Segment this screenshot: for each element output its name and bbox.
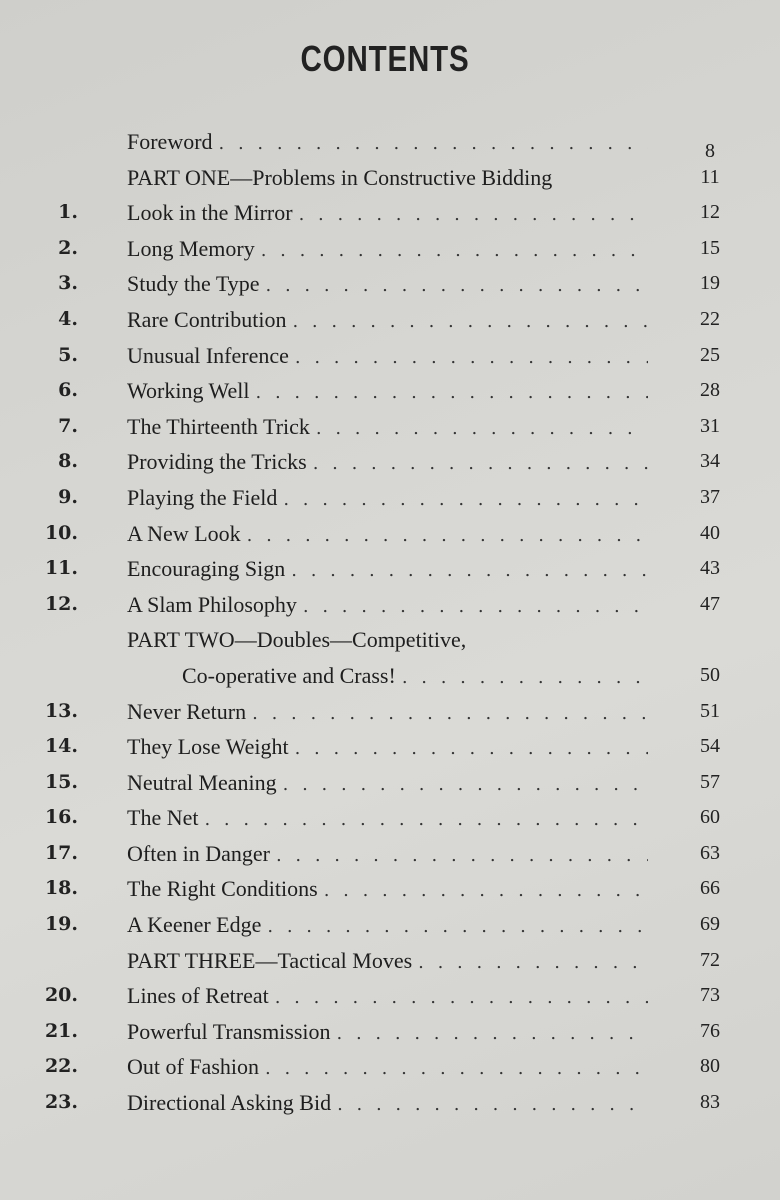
chapter-number: 13. bbox=[44, 699, 78, 722]
entry-title-line bbox=[127, 231, 648, 269]
dot-leader bbox=[276, 838, 648, 874]
chapter-title: Unusual Inference bbox=[127, 342, 289, 368]
page-number: 8 bbox=[705, 140, 715, 162]
chapter-title: Never Return bbox=[127, 698, 247, 724]
entry-title-line bbox=[127, 694, 648, 732]
chapter-title: The Right Conditions bbox=[127, 876, 318, 902]
chapter-title: PART TWO—Doubles—Competitive, bbox=[127, 627, 467, 653]
page-number: 12 bbox=[700, 201, 720, 224]
toc-entry bbox=[0, 1085, 780, 1121]
chapter-title: Neutral Meaning bbox=[127, 769, 277, 795]
entry-title-line bbox=[127, 373, 648, 411]
page-number: 40 bbox=[700, 521, 720, 544]
dot-leader bbox=[266, 268, 649, 304]
page-number: 57 bbox=[700, 770, 720, 793]
entry-title-line bbox=[127, 907, 648, 945]
dot-leader bbox=[265, 1051, 648, 1087]
chapter-number: 6. bbox=[58, 379, 78, 402]
entry-title-line bbox=[127, 729, 648, 767]
toc-entry bbox=[0, 836, 780, 872]
toc-entry bbox=[0, 231, 780, 267]
chapter-number: 23. bbox=[44, 1091, 78, 1114]
toc-entry bbox=[0, 551, 780, 587]
chapter-title: Directional Asking Bid bbox=[127, 1090, 332, 1116]
chapter-title: Long Memory bbox=[127, 235, 255, 261]
chapter-number: 21. bbox=[44, 1019, 78, 1042]
chapter-title: Working Well bbox=[127, 378, 250, 404]
chapter-number: 4. bbox=[58, 307, 78, 330]
page-number: 73 bbox=[700, 984, 720, 1007]
page-number: 72 bbox=[700, 948, 720, 971]
chapter-title: Powerful Transmission bbox=[127, 1018, 331, 1044]
page-title: CONTENTS bbox=[300, 38, 470, 79]
page-number: 22 bbox=[700, 307, 720, 330]
entry-title-line bbox=[127, 765, 648, 803]
chapter-title: Out of Fashion bbox=[127, 1054, 259, 1080]
toc-entry bbox=[0, 480, 780, 516]
dot-leader bbox=[299, 197, 648, 233]
toc-entry bbox=[0, 729, 780, 765]
page-number: 15 bbox=[700, 236, 720, 259]
chapter-number: 19. bbox=[44, 913, 78, 936]
dot-leader bbox=[337, 1087, 648, 1123]
dot-leader bbox=[295, 731, 648, 767]
toc-entry bbox=[0, 800, 780, 836]
dot-leader bbox=[402, 660, 648, 696]
dot-leader bbox=[247, 518, 648, 554]
toc-entry bbox=[0, 943, 780, 979]
entry-title-line bbox=[127, 587, 648, 625]
page-number: 54 bbox=[700, 735, 720, 758]
chapter-number: 8. bbox=[58, 450, 78, 473]
toc-entry bbox=[0, 338, 780, 374]
chapter-title: A New Look bbox=[127, 520, 241, 546]
dot-leader bbox=[283, 482, 648, 518]
entry-title-line bbox=[127, 160, 648, 196]
dot-leader bbox=[337, 1016, 648, 1052]
toc-entry bbox=[0, 587, 780, 623]
chapter-title: A Keener Edge bbox=[127, 912, 262, 938]
entry-title-line bbox=[127, 266, 648, 304]
entry-title-line bbox=[127, 1085, 648, 1123]
chapter-number: 17. bbox=[44, 841, 78, 864]
chapter-number: 18. bbox=[44, 877, 78, 900]
dot-leader bbox=[204, 802, 648, 838]
chapter-title: Look in the Mirror bbox=[127, 200, 293, 226]
page-number: 76 bbox=[700, 1019, 720, 1042]
chapter-title: Foreword bbox=[127, 129, 213, 154]
chapter-number: 15. bbox=[44, 770, 78, 793]
chapter-title: Playing the Field bbox=[127, 484, 278, 510]
toc-entry bbox=[0, 978, 780, 1014]
page-number: 11 bbox=[700, 165, 720, 188]
page-number: 31 bbox=[700, 414, 720, 437]
toc-entry bbox=[0, 409, 780, 445]
entry-title-line bbox=[127, 480, 648, 518]
entry-title-line bbox=[127, 943, 648, 981]
entry-title-line bbox=[127, 622, 648, 658]
entry-title-line bbox=[127, 124, 648, 162]
page-number: 83 bbox=[700, 1091, 720, 1114]
toc-entry bbox=[0, 1014, 780, 1050]
table-of-contents bbox=[0, 124, 780, 1121]
chapter-number: 9. bbox=[58, 485, 78, 508]
chapter-number: 20. bbox=[44, 984, 78, 1007]
entry-title-line bbox=[127, 800, 648, 838]
toc-entry bbox=[0, 694, 780, 730]
page-number: 60 bbox=[700, 806, 720, 829]
page-number: 37 bbox=[700, 485, 720, 508]
chapter-title: Providing the Tricks bbox=[127, 449, 307, 475]
toc-entry bbox=[0, 1049, 780, 1085]
chapter-title: Co-operative and Crass! bbox=[182, 662, 396, 688]
chapter-number: 3. bbox=[58, 272, 78, 295]
chapter-number: 22. bbox=[44, 1055, 78, 1078]
dot-leader bbox=[256, 375, 648, 411]
dot-leader bbox=[313, 446, 648, 482]
dot-leader bbox=[267, 909, 648, 945]
toc-entry bbox=[0, 765, 780, 801]
page-number: 66 bbox=[700, 877, 720, 900]
dot-leader bbox=[292, 304, 648, 340]
dot-leader bbox=[418, 945, 648, 981]
dot-leader bbox=[219, 126, 648, 162]
page-number: 43 bbox=[700, 557, 720, 580]
dot-leader bbox=[283, 767, 648, 803]
chapter-number: 1. bbox=[58, 201, 78, 224]
toc-entry bbox=[0, 658, 780, 694]
entry-title-line bbox=[127, 195, 648, 233]
chapter-number: 14. bbox=[44, 735, 78, 758]
chapter-title: Study the Type bbox=[127, 271, 260, 297]
toc-entry bbox=[0, 444, 780, 480]
chapter-number: 10. bbox=[44, 521, 78, 544]
entry-title-line bbox=[182, 658, 648, 696]
page-number: 50 bbox=[700, 663, 720, 686]
chapter-title: PART ONE—Problems in Constructive Bidding bbox=[127, 164, 553, 190]
entry-title-line bbox=[127, 302, 648, 340]
chapter-title: Often in Danger bbox=[127, 840, 270, 866]
entry-title-line bbox=[127, 516, 648, 554]
toc-entry bbox=[0, 516, 780, 552]
chapter-title: Lines of Retreat bbox=[127, 983, 269, 1009]
page-number: 25 bbox=[700, 343, 720, 366]
toc-entry bbox=[0, 302, 780, 338]
chapter-title: Rare Contribution bbox=[127, 306, 287, 332]
chapter-title: They Lose Weight bbox=[127, 734, 289, 760]
page-number: 47 bbox=[700, 592, 720, 615]
toc-entry bbox=[0, 622, 780, 658]
entry-title-line bbox=[127, 409, 648, 447]
chapter-number: 12. bbox=[44, 592, 78, 615]
toc-entry bbox=[0, 907, 780, 943]
page-number: 28 bbox=[700, 379, 720, 402]
chapter-number: 11. bbox=[44, 557, 78, 580]
entry-title-line bbox=[127, 1049, 648, 1087]
dot-leader bbox=[261, 233, 648, 269]
toc-entry bbox=[0, 373, 780, 409]
chapter-number: 16. bbox=[44, 806, 78, 829]
chapter-number: 5. bbox=[58, 343, 78, 366]
chapter-title: The Thirteenth Trick bbox=[127, 413, 310, 439]
dot-leader bbox=[275, 980, 648, 1016]
entry-title-line bbox=[127, 338, 648, 376]
dot-leader bbox=[291, 553, 648, 589]
dot-leader bbox=[295, 340, 648, 376]
toc-entry bbox=[0, 195, 780, 231]
page-number: 63 bbox=[700, 841, 720, 864]
entry-title-line bbox=[127, 836, 648, 874]
entry-title-line bbox=[127, 551, 648, 589]
page-number: 34 bbox=[700, 450, 720, 473]
page-number: 51 bbox=[700, 699, 720, 722]
entry-title-line bbox=[127, 444, 648, 482]
toc-entry bbox=[0, 124, 780, 160]
page-number: 19 bbox=[700, 272, 720, 295]
toc-entry bbox=[0, 871, 780, 907]
dot-leader bbox=[324, 873, 648, 909]
dot-leader bbox=[316, 411, 648, 447]
toc-entry bbox=[0, 266, 780, 302]
chapter-title: Encouraging Sign bbox=[127, 556, 286, 582]
entry-title-line bbox=[127, 1014, 648, 1052]
entry-title-line bbox=[127, 978, 648, 1016]
chapter-title: The Net bbox=[127, 805, 199, 831]
entry-title-line bbox=[127, 871, 648, 909]
chapter-title: A Slam Philosophy bbox=[127, 591, 297, 617]
page-number: 69 bbox=[700, 913, 720, 936]
chapter-number: 7. bbox=[58, 414, 78, 437]
chapter-number: 2. bbox=[58, 236, 78, 259]
chapter-title: PART THREE—Tactical Moves bbox=[127, 947, 413, 973]
toc-entry bbox=[0, 160, 780, 196]
dot-leader bbox=[252, 696, 648, 732]
page-number: 80 bbox=[700, 1055, 720, 1078]
dot-leader bbox=[303, 589, 648, 625]
